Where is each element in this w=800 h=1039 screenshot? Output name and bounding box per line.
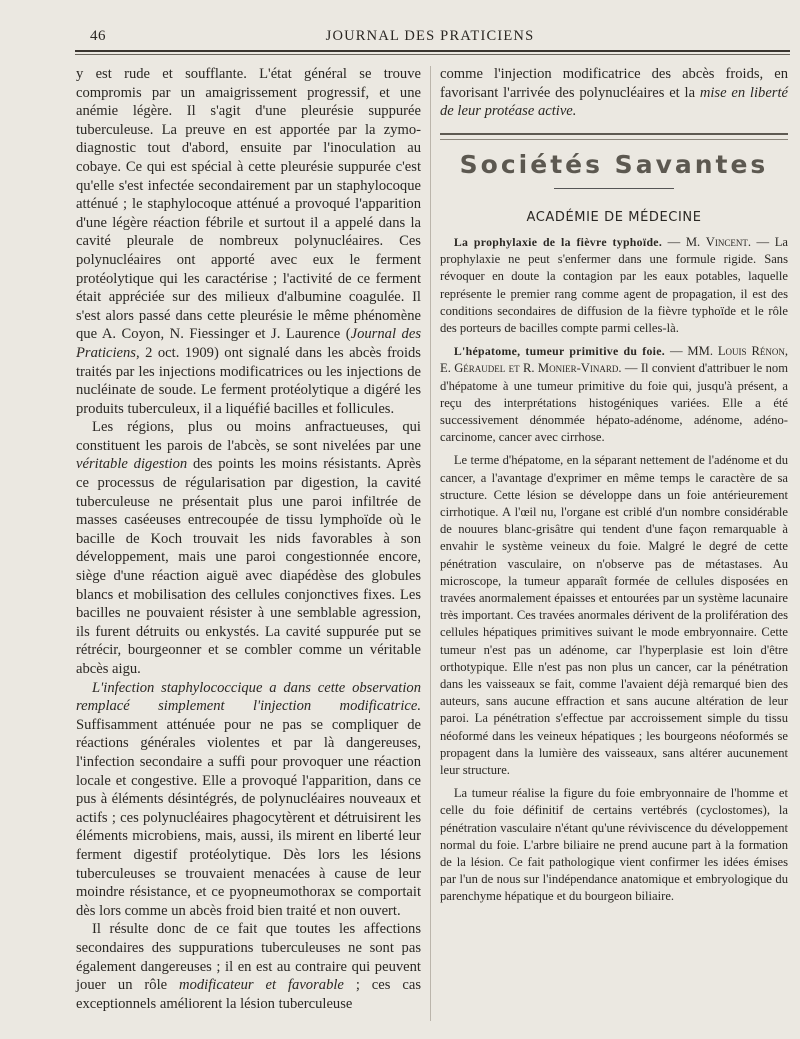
report-typhoid: La prophylaxie de la fièvre typhoïde. — M. Vincent. — La prophylaxie ne peut s'enfermer dans une formule rigide. Sans révoquer en doute la contagion par les eaux potables, laquelle représente le premier rang comme agent de propagation, il est des conditions secondaires de diffusion de la fièvre typhoïde et le rôle des porteurs de bacilles compte parmi celles-là.: [440, 234, 788, 335]
right-intro-paragraph: comme l'injection modificatrice des abcès froids, en favorisant l'arrivée des polynucléaires et la mise en liberté de leur protéase active.: [440, 66, 789, 120]
page-header: [70, 28, 790, 50]
section-underline: [554, 188, 674, 189]
header-rule-thin: [75, 54, 790, 55]
report-authors: Louis Rénon, E. Géraudel et R. Monier-Vinard: [440, 344, 788, 376]
academy-heading: ACADÉMIE DE MÉDECINE: [526, 210, 702, 226]
left-paragraph-3: L'infection staphylococcique a dans cette observation remplacé simplement l'injection modificatrice. Suffisamment atténuée pour ne pas se compliquer de réactions générales violentes et par là dangereuses, l'infection secondaire a suffi pour provoquer une réaction locale et congestive. Elle a provoqué l'apparition, dans ce pus à éléments désintégrés, de polynucléaires nouveaux et actifs ; ces polynucléaires phagocytèrent et détruisirent les éléments microbiens, mais, aussi, ils mirent en liberté leur ferment digestif protéolytique. Dès lors les lésions tuberculeuses se trouvaient menacées à cause de leur moindre résistance, et ce pyopneumothorax se comportait dès lors comme un abcès froid bien traité et non ouvert.: [76, 679, 421, 919]
report-hepatome-paragraph-2: Le terme d'hépatome, en la séparant nettement de l'adénome et du cancer, a l'avantage d'exprimer en même temps le caractère de sa structure. Cette lésion se développe dans un foie antérieurement cirrhotique. A l'œil nu, l'organe est criblé d'un nombre considérable de nouures blanc-grisâtre qui tendent d'une façon remarquable à envahir le système veineux du foie. Malgré le degré de cette pénétration vasculaire, on n'observe pas de métastases. Au microscope, la tumeur apparaît formée de cellules disposées en travées anormalement épaisses et entourées par un système lacunaire très important. Ces travées anormales dérivent de la prolifération des cellules hépatiques primitives suivant le mode embryonnaire. Cette tumeur n'est pas un adénome, car l'hyperplasie est loin d'être orthotypique. Elle n'est pas non plus un cancer, car la pénétration dans les vaisseaux se fait, comme l'avaient déjà remarqué bien des auteurs, sans aucune effraction et sans aucune altération de leur paroi. La pénétration s'effectue par accroissement simple du tissu néoformé dans les veineux hépatiques ; les bourgeons néoformés se propagent dans la lumière des vaisseaux, sans altérer aucunement leur structure.: [440, 453, 788, 778]
report-title: L'hépatome, tumeur primitive du foie.: [453, 344, 666, 359]
left-column: [76, 65, 421, 1013]
report-hepatome: L'hépatome, tumeur primitive du foie. — MM. Louis Rénon, E. Géraudel et R. Monier-Vinard. — Il convient d'attribuer le nom d'hépatome à une tumeur primitive du foie qui, jusqu'à présent, a reçu des interprétations histogéniques variées. Elle a été successivement dénommée hépato-adénome, adénome, adéno-carcinome, cancer avec cirrhose.: [440, 344, 788, 445]
right-column: [440, 65, 788, 912]
left-paragraph-1: y est rude et soufflante. L'état général se trouve compromis par un amaigrissement progressif, et une anémie légère. Il s'agit d'une pleurésie suppurée tuberculeuse. La preuve en est apportée par la zymo-diagnostic tout d'abord, ensuite par l'inoculation au cobaye. Ce qui est spécial à cette pleurésie suppurée c'est qu'elle s'est infectée secondairement par un staphylocoque atténué ; le staphylocoque atténué a provoqué l'apparition d'une légère réaction fébrile et surtout il a appelé dans la cavité pleurale de nombreux polynucléaires. Ces polynucléaires ont apporté avec eux le ferment protéolytique qui les caractérise ; l'activité de ce ferment était appréciée sur des milieux d'albumine coagulée. Il s'est alors passé dans cette pleurésie le même phénomène que A. Coyon, N. Fiessinger et J. Laurence (Journal des Praticiens, 2 oct. 1909) ont signalé dans les abcès froids traités par les injections modificatrices ou les injections de nucléinate de soude. Le ferment protéolytique a digéré les produits tuberculeux, il a liquéfié bacilles et follicules.: [76, 66, 421, 417]
journal-title: JOURNAL DES PRATICIENS: [325, 28, 535, 44]
report-hepatome-paragraph-3: La tumeur réalise la figure du foie embryonnaire de l'homme et celle du foie définitif de certains vertébrés (cyclostomes), la pénétration vasculaire n'étant qu'une réviviscence du développement normal du foie. L'arbre biliaire ne prend aucune part à la formation de la lésion. Ce fait pathologique vient confirmer les idées émises par l'un de nous sur l'indépendance anatomique et embryologique du parenchyme hépatique et du bourgeon biliaire.: [440, 786, 788, 904]
report-author: Vincent: [705, 234, 748, 249]
header-rule: [75, 50, 790, 52]
society-reports: [440, 234, 788, 906]
left-paragraph-4: Il résulte donc de ce fait que toutes les affections secondaires des suppurations tuberculeuses ne sont pas également dangereuses ; il en est au contraire qui peuvent jouer un rôle modificateur et favorable ; ces cas exceptionnels améliorent la lésion tuberculeuse: [76, 921, 421, 1012]
column-divider: [430, 66, 431, 1021]
section-rule: [440, 133, 788, 140]
left-paragraph-2: Les régions, plus ou moins anfractueuses, qui constituent les parois de l'abcès, se sont nivelées par une véritable digestion des points les moins résistants. Après ce processus de régularisation par digestion, la cavité tuberculeuse ne présentait plus une paroi infiltrée de masses caséeuses entrecoupée de tissu lymphoïde où le bacille de Koch trouvait les nids favorables à son développement, mais une paroi congestionnée encore, siège d'une réaction aiguë avec diapédèse des globules blancs et mobilisation des cellules conjonctives fixes. Les bacilles ne pouvaient résister à une semblable agression, ils furent détruits ou enkystés. La cavité suppurée put se rétrécir, bourgeonner et se combler comme un véritable abcès aigu.: [76, 419, 421, 677]
section-title: Sociétés Savantes: [459, 149, 769, 179]
page-number: 46: [90, 28, 106, 44]
report-title: La prophylaxie de la fièvre typhoïde.: [453, 234, 663, 249]
